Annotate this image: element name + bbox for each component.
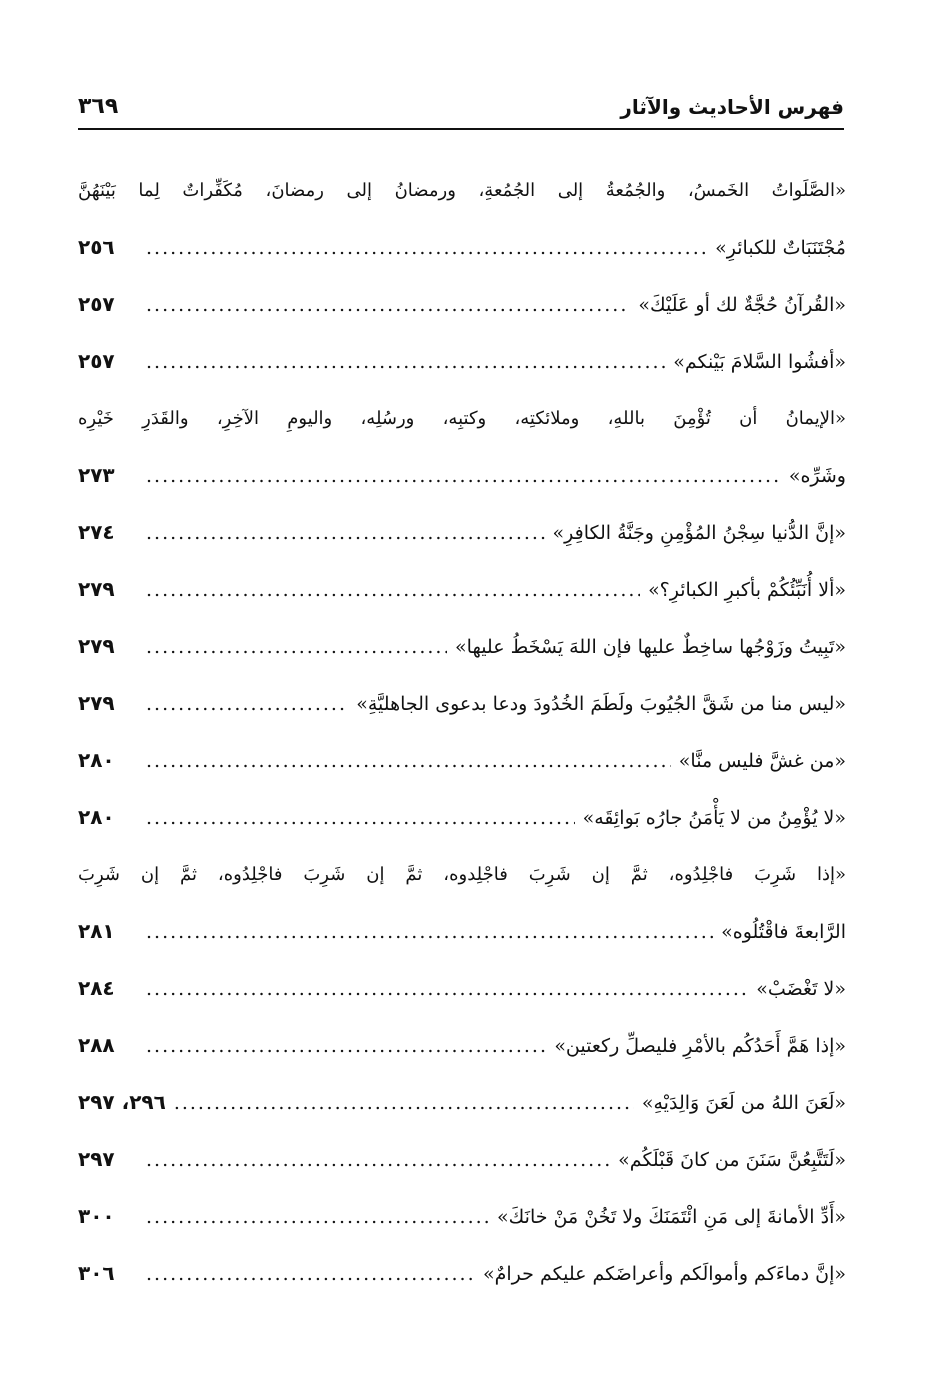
page-reference: ٢٥٧ (78, 349, 115, 373)
dot-leader (146, 505, 545, 562)
hadith-text: «لا تَغْضَبْ» (756, 978, 846, 1000)
entry-line (78, 162, 846, 219)
index-entry (78, 390, 846, 504)
entry-line (78, 561, 846, 618)
dot-leader (146, 277, 630, 334)
hadith-text: «ألا أُنَبِّئُكُمْ بأكبرِ الكبائرِ؟» (648, 579, 846, 601)
dot-leader (146, 619, 447, 676)
page-reference: ٢٧٩ (78, 577, 115, 601)
index-entry (78, 675, 846, 732)
entry-line (78, 1188, 846, 1245)
entry-line (78, 1017, 846, 1074)
index-entry (78, 561, 846, 618)
page-reference: ٢٨٤ (78, 976, 115, 1000)
dot-leader (146, 904, 713, 961)
page-reference: ٢٧٩ (78, 634, 115, 658)
page-reference: ٢٧٣ (78, 463, 115, 487)
dot-leader (146, 1246, 475, 1303)
dot-leader (146, 961, 748, 1018)
page-reference: ٢٩٦، ٢٩٧ (78, 1090, 166, 1114)
page-reference: ٢٨٨ (78, 1033, 115, 1057)
header-rule (78, 128, 844, 130)
hadith-text: «أَدِّ الأمانةَ إلى مَنِ ائْتَمَنَكَ ولا تَخُنْ مَنْ خانَكَ» (497, 1206, 846, 1228)
hadith-text: «إذا شَرِبَ فاجْلِدُوه، ثمَّ إن شَرِبَ فاجْلِدوه، ثمَّ إن شَرِبَ فاجْلِدُوه، ثمَّ إن شَرِبَ (78, 864, 846, 885)
hadith-text: «الإيمانُ أن تُؤْمِنَ باللهِ، وملائكتِه، وكتبِه، ورسُلِه، واليومِ الآخِرِ، والقَدَرِ خَيْرِه (78, 408, 846, 429)
page-reference: ٣٠٦ (78, 1261, 115, 1285)
header-title: فهرس الأحاديث والآثار (620, 95, 844, 119)
hadith-text: «لَعَنَ اللهُ من لَعَنَ وَالِدَيْهِ» (641, 1092, 846, 1114)
index-entry (78, 333, 846, 390)
index-entry (78, 504, 846, 561)
entry-line (78, 447, 846, 504)
page-reference: ٢٧٩ (78, 691, 115, 715)
dot-leader (146, 1132, 610, 1189)
index-entry (78, 1074, 846, 1131)
page-reference: ٢٨١ (78, 919, 115, 943)
entry-line (78, 618, 846, 675)
entry-line (78, 789, 846, 846)
dot-leader (146, 220, 707, 277)
dot-leader (146, 790, 575, 847)
index-entry (78, 1188, 846, 1245)
index-entry (78, 276, 846, 333)
page-reference: ٢٧٤ (78, 520, 115, 544)
index-entry (78, 846, 846, 960)
index-entry (78, 1017, 846, 1074)
hadith-text: «ليس منا من شَقَّ الجُيُوبَ ولَطَمَ الخُدُودَ ودعا بدعوى الجاهليَّةِ» (356, 693, 846, 715)
hadith-text: وشَرِّه» (788, 465, 846, 487)
running-header (78, 92, 844, 132)
dot-leader (146, 562, 640, 619)
index-entry (78, 789, 846, 846)
page-reference: ٢٥٧ (78, 292, 115, 316)
dot-leader (174, 1075, 634, 1132)
entry-line (78, 1131, 846, 1188)
hadith-text: «لا يُؤْمِنُ من لا يَأْمَنُ جارُه بَوائِقَه» (582, 807, 846, 829)
entry-line (78, 1245, 846, 1302)
hadith-text: الرَّابعةَ فاقْتُلُوه» (721, 921, 846, 943)
page-reference: ٢٨٠ (78, 805, 115, 829)
hadith-text: مُجْتَنَبَاتٌ للكبائرِ» (715, 237, 846, 259)
entry-line (78, 1074, 846, 1131)
dot-leader (146, 448, 781, 505)
index-entry (78, 1245, 846, 1302)
hadith-text: «لَتَتَّبِعُنَّ سَنَنَ من كانَ قَبْلَكُم» (618, 1149, 846, 1171)
dot-leader (146, 334, 665, 391)
hadith-text: «تَبِيتُ وزَوْجُها ساخِطٌ عليها فإن اللهَ يَسْخَطُ عليها» (455, 636, 846, 658)
hadith-text: «القُرآنُ حُجَّةٌ لك أو عَلَيْكَ» (638, 294, 846, 316)
index-entry (78, 1131, 846, 1188)
entry-line (78, 960, 846, 1017)
hadith-text: «من غشَّ فليس منَّا» (678, 750, 846, 772)
hadith-text: «أفشُوا السَّلامَ بَيْنكم» (673, 351, 846, 373)
entry-line (78, 333, 846, 390)
entry-line (78, 219, 846, 276)
index-entry (78, 162, 846, 276)
dot-leader (146, 733, 671, 790)
page-number: ٣٦٩ (78, 94, 119, 119)
dot-leader (146, 676, 348, 733)
dot-leader (146, 1189, 489, 1246)
index-entry (78, 618, 846, 675)
entry-line (78, 276, 846, 333)
page-reference: ٣٠٠ (78, 1204, 115, 1228)
index-entry (78, 732, 846, 789)
page-reference: ٢٨٠ (78, 748, 115, 772)
hadith-text: «الصَّلَواتُ الخَمسُ، والجُمُعةُ إلى الجُمُعةِ، ورمضانُ إلى رمضانَ، مُكَفِّراتٌ لِما بَيْنَهُنَّ (78, 180, 846, 201)
entry-line (78, 903, 846, 960)
index-entry (78, 960, 846, 1017)
hadith-text: «إنَّ الدُّنيا سِجْنُ المُؤْمِنِ وجَنَّةُ الكافِرِ» (552, 522, 846, 544)
dot-leader (146, 1018, 546, 1075)
entry-line (78, 846, 846, 903)
hadith-text: «إنَّ دماءَكم وأموالَكم وأعراضَكم عليكم حرامٌ» (483, 1263, 846, 1285)
hadith-text: «إذا هَمَّ أَحَدُكُم بالأمْرِ فليصلِّ ركعتين» (554, 1035, 846, 1057)
entry-line (78, 504, 846, 561)
entry-line (78, 732, 846, 789)
entry-line (78, 675, 846, 732)
hadith-index-list (78, 162, 846, 1302)
page-reference: ٢٥٦ (78, 235, 115, 259)
page-reference: ٢٩٧ (78, 1147, 115, 1171)
entry-line (78, 390, 846, 447)
